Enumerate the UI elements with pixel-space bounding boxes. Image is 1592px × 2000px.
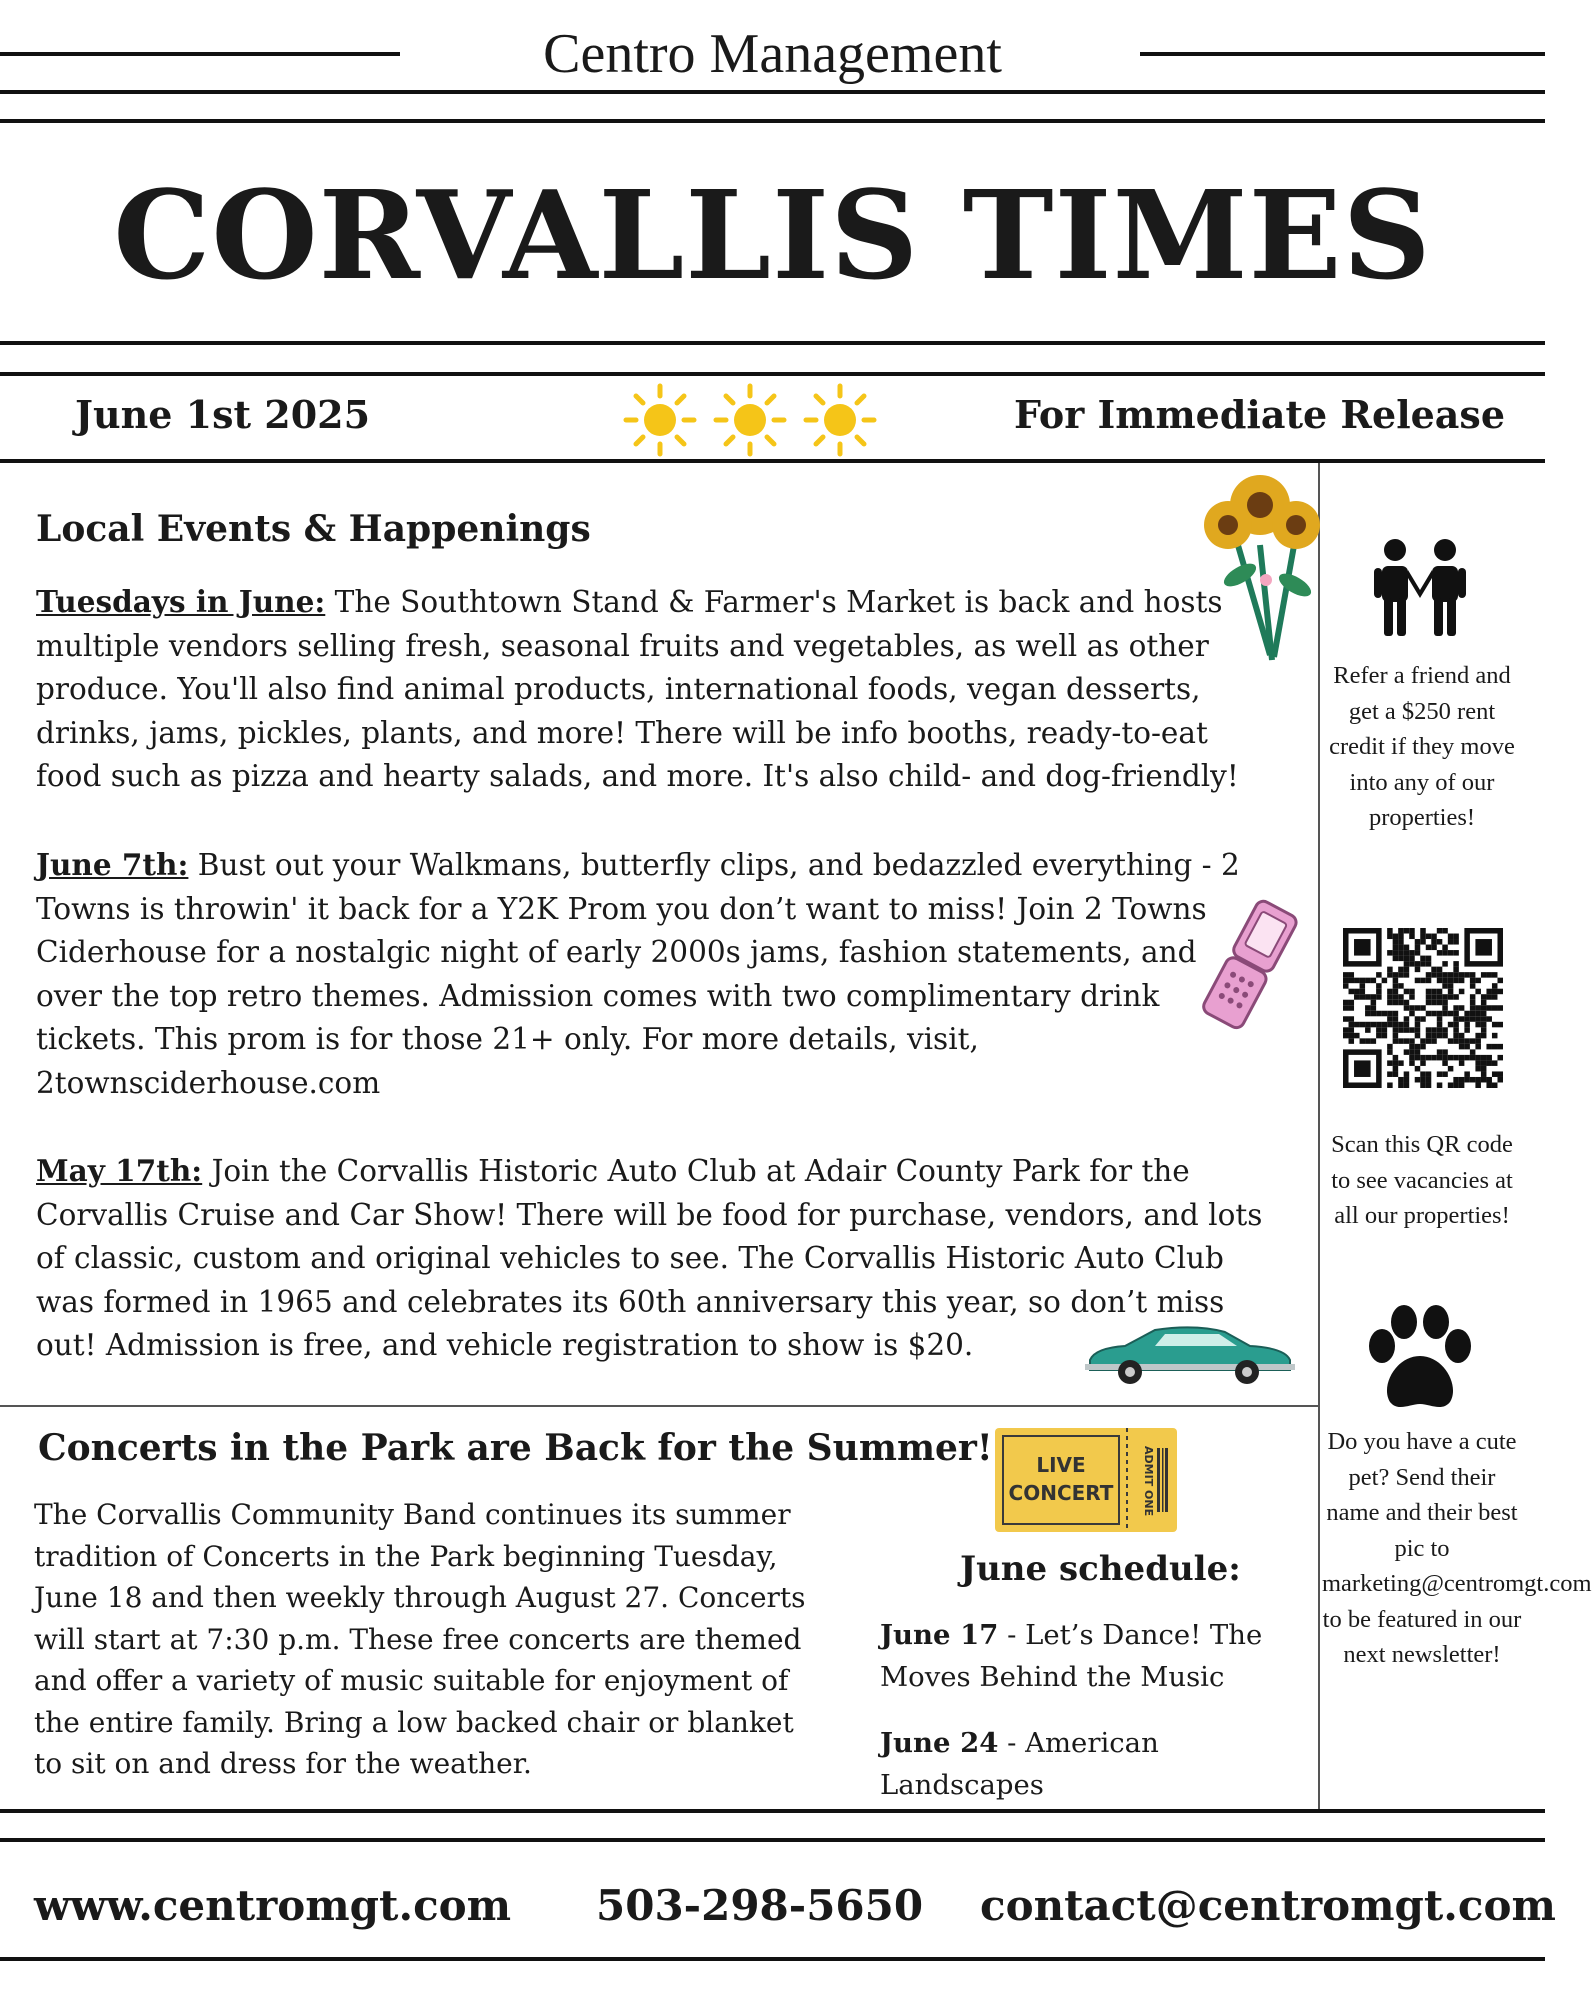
people-holding-hands-icon xyxy=(1370,538,1470,638)
concerts-title: Concerts in the Park are Back for the Summer! xyxy=(38,1427,993,1469)
footer-rule xyxy=(0,1957,1545,1961)
sunflower-icon xyxy=(1200,465,1320,665)
ticket-stub: ADMIT ONE xyxy=(1142,1446,1155,1517)
schedule-item xyxy=(880,1722,1280,1806)
event-date-label: May 17th: xyxy=(36,1153,203,1188)
schedule-date: June 17 xyxy=(880,1619,999,1651)
ticket-line2: CONCERT xyxy=(1008,1481,1114,1505)
masthead-title: CORVALLIS TIMES xyxy=(113,163,1432,307)
release-label: For Immediate Release xyxy=(1013,392,1505,437)
header-rule xyxy=(0,90,1545,94)
referral-text: Refer a friend and get a $250 rent credit if they move into any of our properties! xyxy=(1329,662,1515,831)
event-text: The Southtown Stand & Farmer's Market is back and hosts multiple vendors selling fresh, seasonal fruits and vegetables, as well as other produce. You'll also find animal products, international foods, vegan desserts, drinks, jams, pickles, plants, and more! There will be info booths, ready-to-eat food such as pizza and hearty salads, and more. It's also child- and dog-friendly! xyxy=(36,585,1239,793)
issue-date: June 1st 2025 xyxy=(75,392,371,437)
pet-text: Do you have a cute pet? Send their name and their best pic to marketing@centromgt.com to be featured in our next newsletter! xyxy=(1322,1428,1592,1668)
event-date-label: June 7th: xyxy=(36,847,189,882)
sun-icon xyxy=(626,386,694,454)
paw-print-icon xyxy=(1364,1306,1476,1414)
schedule-date: June 24 xyxy=(880,1727,999,1759)
qr-code[interactable] xyxy=(1343,928,1503,1088)
concerts-body: The Corvallis Community Band continues its summer tradition of Concerts in the Park beginning Tuesday, June 18 and then weekly through August 27. Concerts will start at 7:30 p.m. These free concerts are themed and offer a variety of music suitable for enjoyment of the entire family. Bring a low backed chair or blanket to sit on and dress for the weather. xyxy=(34,1498,806,1780)
event-text: Join the Corvallis Historic Auto Club at Adair County Park for the Corvallis Cruise and Car Show! There will be food for purchase, vendors, and lots of classic, custom and original vehicles to see. The Corvallis Historic Auto Club was formed in 1965 and celebrates its 60th anniversary this year, so don’t miss out! Admission is free, and vehicle registration to show is $20. xyxy=(36,1154,1263,1362)
schedule-item xyxy=(880,1614,1280,1698)
event-item xyxy=(36,1149,1266,1368)
sidebar-divider xyxy=(1318,463,1320,1812)
event-text: Bust out your Walkmans, butterfly clips, and bedazzled everything - 2 Towns is throwin' it back for a Y2K Prom you don’t want to miss! Join 2 Towns Ciderhouse for a nostalgic night of early 2000s jams, fashion statements, and over the top retro themes. Admission comes with two complimentary drink tickets. This prom is for those 21+ only. For more details, visit, 2townsciderhouse.com xyxy=(36,848,1240,1100)
footer-rule xyxy=(0,1838,1545,1842)
publisher-name: Centro Management xyxy=(543,23,1002,85)
flip-phone-icon xyxy=(1190,893,1300,1033)
classic-car-icon xyxy=(1085,1320,1295,1390)
local-events-title: Local Events & Happenings xyxy=(36,508,591,550)
footer-email[interactable]: contact@centromgt.com xyxy=(980,1881,1556,1930)
ticket-line1: LIVE xyxy=(1036,1453,1086,1477)
sun-icon xyxy=(716,386,784,454)
event-date-label: Tuesdays in June: xyxy=(36,584,326,619)
footer-phone[interactable]: 503-298-5650 xyxy=(596,1881,924,1930)
header-rule xyxy=(0,372,1545,376)
footer-website[interactable]: www.centromgt.com xyxy=(34,1881,512,1930)
schedule-text: - American Landscapes xyxy=(880,1727,1159,1801)
header-rule xyxy=(0,341,1545,345)
qr-caption: Scan this QR code to see vacancies at all our properties! xyxy=(1331,1131,1513,1229)
sun-icons xyxy=(620,380,880,460)
schedule-text: - Let’s Dance! The Moves Behind the Music xyxy=(880,1619,1263,1693)
header-rule xyxy=(0,459,1545,463)
footer-rule xyxy=(0,1809,1545,1813)
sun-icon xyxy=(806,386,874,454)
header-rule xyxy=(0,119,1545,123)
event-item xyxy=(36,580,1266,799)
section-divider xyxy=(0,1405,1318,1407)
event-item xyxy=(36,843,1266,1105)
concert-ticket-icon xyxy=(995,1428,1177,1532)
schedule-title: June schedule: xyxy=(960,1549,1241,1589)
